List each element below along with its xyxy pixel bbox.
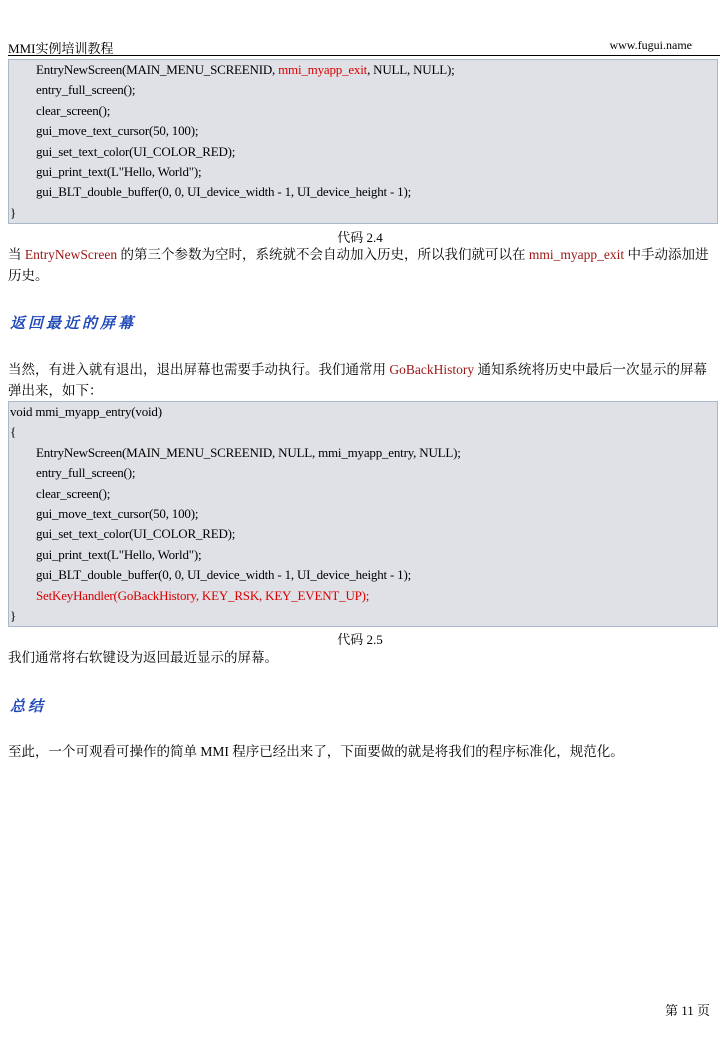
page-number: 第 11 页 bbox=[664, 1003, 710, 1018]
code-line: EntryNewScreen(MAIN_MENU_SCREENID, NULL, mmi_myapp_entry, NULL); bbox=[36, 444, 461, 460]
paragraph bbox=[8, 245, 714, 286]
section-heading: 总结 bbox=[10, 697, 47, 715]
code-line: void mmi_myapp_entry(void) bbox=[10, 404, 162, 419]
code-line: entry_full_screen(); bbox=[36, 465, 136, 481]
code-text: EntryNewScreen(MAIN_MENU_SCREENID, bbox=[36, 62, 279, 77]
code-line: entry_full_screen(); bbox=[36, 82, 136, 98]
text: 当 bbox=[8, 247, 25, 262]
header-rule bbox=[8, 55, 720, 56]
text: 通知系统将历史中最后一次显示的屏幕弹出来，如下： bbox=[8, 362, 707, 398]
code-line: { bbox=[10, 424, 17, 440]
code-line: gui_BLT_double_buffer(0, 0, UI_device_width - 1, UI_device_height - 1); bbox=[36, 184, 411, 200]
paragraph: 我们通常将右软键设为返回最近显示的屏幕。 bbox=[8, 650, 278, 665]
code-line-highlight: SetKeyHandler(GoBackHistory, KEY_RSK, KEY_EVENT_UP); bbox=[36, 587, 370, 603]
code-caption: 代码 2.5 bbox=[337, 632, 383, 647]
code-line: gui_print_text(L"Hello, World"); bbox=[36, 546, 202, 562]
code-line: clear_screen(); bbox=[36, 485, 111, 501]
code-term: GoBackHistory bbox=[389, 362, 475, 377]
section-heading: 返回最近的屏幕 bbox=[10, 314, 137, 332]
paragraph bbox=[8, 360, 714, 401]
code-line: gui_move_text_cursor(50, 100); bbox=[36, 505, 199, 521]
code-line bbox=[9, 60, 717, 80]
text: 中手动添加进历史。 bbox=[8, 247, 709, 283]
header-site: www.fugui.name bbox=[609, 38, 692, 52]
page-header bbox=[8, 38, 692, 56]
code-line: } bbox=[10, 204, 17, 220]
code-caption: 代码 2.4 bbox=[337, 230, 383, 245]
code-line: gui_move_text_cursor(50, 100); bbox=[36, 123, 199, 139]
code-text: , NULL, NULL); bbox=[367, 62, 455, 77]
code-line: } bbox=[10, 607, 17, 623]
code-line: gui_set_text_color(UI_COLOR_RED); bbox=[36, 526, 236, 542]
text: 的第三个参数为空时，系统就不会自动加入历史，所以我们就可以在 bbox=[117, 247, 529, 262]
code-line: gui_BLT_double_buffer(0, 0, UI_device_width - 1, UI_device_height - 1); bbox=[36, 567, 411, 583]
code-line: gui_set_text_color(UI_COLOR_RED); bbox=[36, 143, 236, 159]
code-block-2-4 bbox=[8, 59, 718, 224]
header-title: MMI实例培训教程 bbox=[8, 41, 114, 56]
code-line: gui_print_text(L"Hello, World"); bbox=[36, 163, 202, 179]
code-term: EntryNewScreen bbox=[24, 247, 118, 262]
paragraph: 至此，一个可观看可操作的简单 MMI 程序已经出来了，下面要做的就是将我们的程序标准化，规范化。 bbox=[8, 744, 624, 759]
code-highlight: mmi_myapp_exit bbox=[278, 62, 368, 77]
code-term: mmi_myapp_exit bbox=[528, 247, 625, 262]
code-line: clear_screen(); bbox=[36, 102, 111, 118]
text: 当然，有进入就有退出，退出屏幕也需要手动执行。我们通常用 bbox=[8, 362, 390, 377]
code-block-2-5 bbox=[8, 401, 718, 627]
